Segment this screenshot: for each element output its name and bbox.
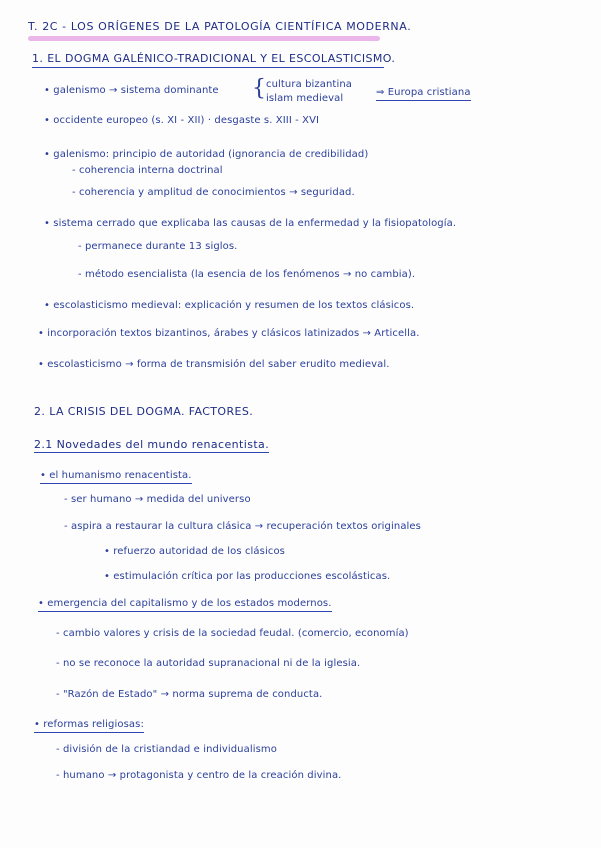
aspira-line: - aspira a restaurar la cultura clásica → recuperación textos originales	[64, 521, 421, 532]
capitalismo-line: • emergencia del capitalismo y de los estados modernos.	[38, 597, 332, 612]
escolasticismo-line: • escolasticismo medieval: explicación y resumen de los textos clásicos.	[44, 300, 415, 311]
brace-bottom: islam medieval	[266, 93, 344, 104]
brace-result: ⇒ Europa cristiana	[376, 86, 471, 101]
humanismo-line: • el humanismo renacentista.	[40, 469, 192, 484]
page-title: T. 2C - LOS ORÍGENES DE LA PATOLOGÍA CIENTÍFICA MODERNA.	[28, 20, 412, 33]
razon-estado-line: - "Razón de Estado" → norma suprema de conducta.	[56, 689, 323, 700]
protagonista-line: - humano → protagonista y centro de la creación divina.	[56, 770, 342, 781]
amplitud-line: - coherencia y amplitud de conocimientos → seguridad.	[72, 187, 355, 198]
section-1-underline	[32, 67, 384, 68]
sistema-line: • sistema cerrado que explicaba las causas de la enfermedad y la fisiopatología.	[44, 218, 457, 229]
section-2-heading: 2. LA CRISIS DEL DOGMA. FACTORES.	[34, 405, 254, 418]
cambio-line: - cambio valores y crisis de la sociedad feudal. (comercio, economía)	[56, 628, 409, 639]
occidente-line: • occidente europeo (s. XI - XII) · desgaste s. XIII - XVI	[44, 115, 320, 126]
title-highlight	[28, 36, 380, 41]
incorporacion-line: • incorporación textos bizantinos, árabes y clásicos latinizados → Articella.	[38, 328, 420, 339]
coherencia-line: - coherencia interna doctrinal	[72, 165, 223, 176]
estimulacion-line: • estimulación crítica por las producciones escolásticas.	[104, 571, 391, 582]
escolasticismo2-line: • escolasticismo → forma de transmisión del saber erudito medieval.	[38, 359, 390, 370]
refuerzo-line: • refuerzo autoridad de los clásicos	[104, 546, 285, 557]
brace: {	[252, 76, 266, 101]
metodo-line: - método esencialista (la esencia de los fenómenos → no cambia).	[78, 269, 416, 280]
section-2-1-heading: 2.1 Novedades del mundo renacentista.	[34, 438, 270, 451]
humano-line: - ser humano → medida del universo	[64, 494, 251, 505]
principio-line: • galenismo: principio de autoridad (ignorancia de credibilidad)	[44, 149, 369, 160]
section-1-heading: 1. EL DOGMA GALÉNICO-TRADICIONAL Y EL ESCOLASTICISMO.	[32, 52, 396, 65]
brace-top: cultura bizantina	[266, 79, 352, 90]
division-line: - división de la cristiandad e individualismo	[56, 744, 277, 755]
reformas-line: • reformas religiosas:	[34, 718, 144, 733]
galenismo-line: • galenismo → sistema dominante	[44, 85, 219, 96]
iglesia-line: - no se reconoce la autoridad supranacional ni de la iglesia.	[56, 658, 361, 669]
permanece-line: - permanece durante 13 siglos.	[78, 241, 238, 252]
